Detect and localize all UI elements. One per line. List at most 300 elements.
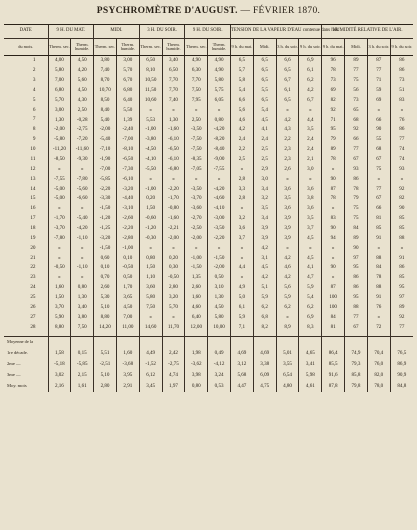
- value-cell: 3,80: [94, 56, 117, 66]
- value-cell: 4,2: [299, 86, 322, 96]
- value-cell: 7,40: [94, 66, 117, 76]
- table-row: [4, 115, 413, 125]
- value-cell: 8,40: [94, 105, 117, 115]
- summary-value: 2,91: [116, 381, 139, 392]
- summary-value: -1,52: [139, 359, 162, 370]
- value-cell: 2,60: [185, 283, 208, 293]
- value-cell: 2,8: [231, 174, 254, 184]
- day-cell: 11: [30, 155, 36, 162]
- group-header: 9 H. DU MAT.: [48, 25, 94, 39]
- value-cell: 7,40: [162, 95, 185, 105]
- value-cell: -1,50: [185, 263, 208, 273]
- value-cell: 5,80: [48, 66, 71, 76]
- value-cell: 90: [322, 224, 345, 234]
- value-cell: -7,80: [48, 233, 71, 243]
- value-cell: 1,60: [48, 283, 71, 293]
- summary-value: 4,49: [139, 348, 162, 359]
- value-cell: 6,9: [299, 56, 322, 66]
- value-cell: 10,00: [208, 322, 231, 332]
- value-cell: »: [71, 253, 94, 263]
- column-subheader: Midi.: [345, 39, 368, 56]
- value-cell: »: [162, 174, 185, 184]
- table-row: [4, 302, 413, 312]
- value-cell: 3,40: [162, 56, 185, 66]
- value-cell: -8,35: [185, 155, 208, 165]
- value-cell: 3,2: [231, 214, 254, 224]
- value-cell: 73: [345, 95, 368, 105]
- table-row: [4, 204, 413, 214]
- value-cell: 6,1: [276, 86, 299, 96]
- value-cell: -5,80: [48, 135, 71, 145]
- value-cell: 4,2: [276, 253, 299, 263]
- value-cell: 3,6: [231, 224, 254, 234]
- value-cell: -2,20: [162, 184, 185, 194]
- value-cell: 4,50: [116, 302, 139, 312]
- column-subheader: Therm. sec.: [94, 39, 117, 56]
- value-cell: 3,4: [253, 184, 276, 194]
- value-cell: 11,00: [116, 322, 139, 332]
- value-cell: -0,30: [139, 233, 162, 243]
- value-cell: 8,10: [139, 66, 162, 76]
- value-cell: -7,00: [116, 135, 139, 145]
- value-cell: 4,9: [231, 283, 254, 293]
- day-cell: 3: [32, 77, 36, 84]
- value-cell: »: [71, 204, 94, 214]
- value-cell: 5,9: [253, 293, 276, 303]
- summary-value: 3,41: [299, 359, 322, 370]
- value-cell: 10,50: [139, 76, 162, 86]
- value-cell: 3,0: [253, 174, 276, 184]
- value-cell: 2,1: [299, 155, 322, 165]
- value-cell: -3,00: [208, 214, 231, 224]
- value-cell: 6,40: [185, 312, 208, 322]
- value-cell: 5,70: [116, 66, 139, 76]
- value-cell: 86: [390, 56, 413, 66]
- summary-value: -5,85: [71, 359, 94, 370]
- value-cell: 6,9: [299, 312, 322, 322]
- day-cell: 25: [30, 293, 36, 300]
- value-cell: -2,40: [116, 125, 139, 135]
- value-cell: 67: [345, 322, 368, 332]
- value-cell: 56: [345, 86, 368, 96]
- table-row: [4, 214, 413, 224]
- value-cell: 51: [390, 86, 413, 96]
- value-cell: 0,80: [71, 283, 94, 293]
- value-cell: 55: [367, 135, 390, 145]
- summary-value: 1,97: [162, 381, 185, 392]
- value-cell: 92: [390, 312, 413, 322]
- value-cell: 2,50: [185, 115, 208, 125]
- column-subheader: du mois.: [4, 39, 48, 56]
- value-cell: 4,5: [253, 263, 276, 273]
- value-cell: -0,50: [162, 273, 185, 283]
- table-row: [4, 86, 413, 96]
- day-cell: 9: [32, 136, 36, 143]
- value-cell: 5,50: [116, 105, 139, 115]
- page-title: [0, 6, 417, 16]
- value-cell: -8,20: [208, 135, 231, 145]
- value-cell: 3,00: [116, 56, 139, 66]
- value-cell: 96: [322, 56, 345, 66]
- value-cell: 73: [322, 76, 345, 86]
- value-cell: 77: [345, 312, 368, 322]
- value-cell: -3,70: [48, 224, 71, 234]
- value-cell: »: [231, 253, 254, 263]
- value-cell: »: [276, 243, 299, 253]
- value-cell: -2,00: [48, 125, 71, 135]
- value-cell: 90: [367, 125, 390, 135]
- value-cell: 6,2: [299, 302, 322, 312]
- value-cell: 1,30: [162, 115, 185, 125]
- summary-label: 3me —: [7, 372, 21, 378]
- value-cell: 6,50: [162, 66, 185, 76]
- table-row: [4, 293, 413, 303]
- value-cell: 5,80: [208, 312, 231, 322]
- value-cell: 4,20: [71, 66, 94, 76]
- value-cell: 0,80: [208, 115, 231, 125]
- value-cell: -6,50: [116, 155, 139, 165]
- value-cell: -2,00: [185, 233, 208, 243]
- value-cell: -6,10: [162, 155, 185, 165]
- value-cell: 6,7: [299, 95, 322, 105]
- value-cell: 3,40: [71, 302, 94, 312]
- value-cell: 3,6: [299, 204, 322, 214]
- day-cell: 16: [30, 205, 36, 212]
- summary-value: 86,9: [390, 359, 413, 370]
- day-cell: 6: [32, 106, 36, 113]
- value-cell: 11,70: [162, 322, 185, 332]
- day-cell: 20: [30, 244, 36, 251]
- day-cell: 24: [30, 284, 36, 291]
- value-cell: 6,5: [231, 56, 254, 66]
- summary-row: [4, 359, 413, 370]
- value-cell: -1,10: [71, 263, 94, 273]
- value-cell: »: [276, 174, 299, 184]
- table-row: [4, 273, 413, 283]
- summary-value: 0,15: [71, 348, 94, 359]
- value-cell: 4,50: [71, 86, 94, 96]
- value-cell: 4,00: [48, 56, 71, 66]
- day-cell: 12: [30, 165, 36, 172]
- value-cell: 8,80: [94, 312, 117, 322]
- group-header: DATE: [4, 25, 48, 39]
- value-cell: 82: [322, 95, 345, 105]
- summary-value: 1,60: [116, 348, 139, 359]
- table-row: [4, 125, 413, 135]
- value-cell: 5,4: [299, 293, 322, 303]
- value-cell: »: [162, 243, 185, 253]
- value-cell: 4,2: [253, 243, 276, 253]
- value-cell: »: [367, 243, 390, 253]
- value-cell: 97: [345, 253, 368, 263]
- table-header: [4, 25, 413, 56]
- summary-value: 5,51: [94, 348, 117, 359]
- value-cell: »: [48, 253, 71, 263]
- value-cell: 6,5: [253, 76, 276, 86]
- value-cell: 0,50: [208, 273, 231, 283]
- value-cell: -5,40: [71, 214, 94, 224]
- table-row: [4, 174, 413, 184]
- table-row: [4, 194, 413, 204]
- value-cell: 89: [322, 145, 345, 155]
- table-row: [4, 233, 413, 243]
- value-cell: 4,1: [253, 125, 276, 135]
- value-cell: 7,1: [231, 322, 254, 332]
- value-cell: 67: [367, 155, 390, 165]
- table-body: [4, 56, 413, 393]
- value-cell: -2,60: [116, 214, 139, 224]
- value-cell: -4,20: [208, 184, 231, 194]
- value-cell: 5,8: [231, 76, 254, 86]
- summary-value: 3,98: [185, 370, 208, 381]
- value-cell: 4,1: [299, 263, 322, 273]
- value-cell: »: [322, 273, 345, 283]
- value-cell: 5,70: [162, 302, 185, 312]
- value-cell: -5,50: [139, 164, 162, 174]
- column-subheader: 3 h. du soir.: [367, 39, 390, 56]
- value-cell: 95: [322, 125, 345, 135]
- value-cell: 7,70: [162, 76, 185, 86]
- value-cell: 87: [367, 56, 390, 66]
- value-cell: -3,30: [94, 194, 117, 204]
- value-cell: -1,50: [208, 253, 231, 263]
- value-cell: 95: [345, 263, 368, 273]
- value-cell: 6,30: [185, 66, 208, 76]
- table-row: [4, 135, 413, 145]
- column-subheader: Therm. humide.: [71, 39, 94, 56]
- value-cell: 2,4: [299, 135, 322, 145]
- value-cell: 2,8: [231, 194, 254, 204]
- table-row: [4, 253, 413, 263]
- value-cell: 2,50: [71, 105, 94, 115]
- value-cell: -1,00: [139, 184, 162, 194]
- column-subheader: Therm. humide.: [162, 39, 185, 56]
- value-cell: »: [48, 243, 71, 253]
- summary-value: 3,02: [48, 370, 71, 381]
- value-cell: 8,3: [299, 322, 322, 332]
- value-cell: 93: [390, 164, 413, 174]
- value-cell: 4,2: [231, 125, 254, 135]
- value-cell: 84: [345, 224, 368, 234]
- value-cell: 0,20: [162, 253, 185, 263]
- value-cell: 81: [367, 214, 390, 224]
- value-cell: 90: [390, 204, 413, 214]
- value-cell: 0,70: [94, 273, 117, 283]
- value-cell: -0,50: [116, 263, 139, 273]
- value-cell: 68: [367, 145, 390, 155]
- summary-value: 85,5: [322, 359, 345, 370]
- summary-value: 4,61: [299, 381, 322, 392]
- value-cell: -2,75: [71, 125, 94, 135]
- value-cell: 3,0: [299, 164, 322, 174]
- value-cell: 2,5: [253, 155, 276, 165]
- value-cell: 0,10: [116, 253, 139, 263]
- table-row: [4, 105, 413, 115]
- summary-value: 4,69: [253, 348, 276, 359]
- value-cell: »: [162, 105, 185, 115]
- value-cell: 8,80: [48, 322, 71, 332]
- column-subheader: 9 h. du soir.: [390, 39, 413, 56]
- value-cell: »: [390, 243, 413, 253]
- value-cell: 5,6: [231, 105, 254, 115]
- value-cell: 3,5: [276, 194, 299, 204]
- value-cell: 7,70: [185, 76, 208, 86]
- value-cell: »: [71, 273, 94, 283]
- value-cell: 71: [322, 115, 345, 125]
- value-cell: 6,6: [231, 95, 254, 105]
- day-cell: 2: [32, 67, 36, 74]
- value-cell: »: [139, 105, 162, 115]
- value-cell: 75: [367, 164, 390, 174]
- summary-heading: Moyenne de la: [4, 337, 48, 349]
- summary-row: [4, 370, 413, 381]
- value-cell: 0,80: [139, 253, 162, 263]
- value-cell: »: [231, 164, 254, 174]
- value-cell: -7,30: [116, 164, 139, 174]
- value-cell: 3,80: [71, 312, 94, 322]
- table-row: [4, 155, 413, 165]
- value-cell: 75: [345, 76, 368, 86]
- value-cell: 59: [367, 86, 390, 96]
- value-cell: -3,70: [185, 194, 208, 204]
- day-cell: 22: [30, 264, 36, 271]
- value-cell: »: [48, 164, 71, 174]
- value-cell: 84: [367, 263, 390, 273]
- summary-value: 4,80: [276, 381, 299, 392]
- summary-value: 82,0: [367, 370, 390, 381]
- value-cell: 6,70: [116, 76, 139, 86]
- value-cell: »: [48, 273, 71, 283]
- summary-value: 6,09: [253, 370, 276, 381]
- value-cell: 3,00: [48, 105, 71, 115]
- value-cell: 10,70: [94, 86, 117, 96]
- value-cell: -1,00: [185, 253, 208, 263]
- value-cell: -2,00: [162, 233, 185, 243]
- value-cell: 3,3: [231, 184, 254, 194]
- value-cell: 91: [367, 293, 390, 303]
- value-cell: 4,90: [208, 66, 231, 76]
- value-cell: -1,25: [94, 224, 117, 234]
- value-cell: 3,5: [299, 214, 322, 224]
- value-cell: 69: [322, 86, 345, 96]
- summary-value: -2,51: [94, 359, 117, 370]
- value-cell: 5,80: [208, 76, 231, 86]
- value-cell: 6,40: [116, 95, 139, 105]
- summary-value: -5,18: [48, 359, 71, 370]
- value-cell: 95: [390, 283, 413, 293]
- value-cell: 3,70: [48, 302, 71, 312]
- value-cell: »: [367, 105, 390, 115]
- group-header: 3 H. DU SOIR.: [139, 25, 185, 39]
- value-cell: -1,50: [94, 204, 117, 214]
- column-subheader: Therm. sec.: [185, 39, 208, 56]
- summary-value: 84,8: [390, 381, 413, 392]
- value-cell: -5,60: [71, 184, 94, 194]
- value-cell: -6,50: [162, 145, 185, 155]
- value-cell: 5,9: [276, 293, 299, 303]
- value-cell: 2,3: [276, 155, 299, 165]
- summary-value: -4,12: [208, 359, 231, 370]
- value-cell: 66: [345, 135, 368, 145]
- value-cell: 66: [367, 115, 390, 125]
- summary-value: 0,49: [208, 348, 231, 359]
- value-cell: 1,50: [48, 293, 71, 303]
- value-cell: 74: [390, 145, 413, 155]
- value-cell: 77: [367, 66, 390, 76]
- summary-value: 3,12: [231, 359, 254, 370]
- value-cell: 77: [390, 322, 413, 332]
- value-cell: -7,55: [48, 174, 71, 184]
- value-cell: -7,00: [94, 164, 117, 174]
- value-cell: 78: [322, 155, 345, 165]
- summary-value: -2,75: [162, 359, 185, 370]
- value-cell: »: [208, 105, 231, 115]
- value-cell: 4,4: [231, 263, 254, 273]
- value-cell: 5,40: [94, 115, 117, 125]
- value-cell: »: [390, 174, 413, 184]
- value-cell: 6,05: [208, 95, 231, 105]
- value-cell: 2,3: [276, 145, 299, 155]
- value-cell: -0,60: [139, 214, 162, 224]
- summary-value: 79,8: [345, 381, 368, 392]
- group-header: TENSION DE LA VAPEUR D'EAU contenue dans l'air.: [231, 25, 322, 39]
- value-cell: 3,65: [116, 293, 139, 303]
- value-cell: 71: [367, 76, 390, 86]
- summary-value: 90,9: [390, 370, 413, 381]
- summary-value: 4,75: [253, 381, 276, 392]
- summary-row: [4, 348, 413, 359]
- value-cell: 4,5: [299, 253, 322, 263]
- table-row: [4, 243, 413, 253]
- value-cell: 69: [367, 95, 390, 105]
- column-subheader: Midi.: [253, 39, 276, 56]
- value-cell: 92: [390, 184, 413, 194]
- value-cell: 4,4: [299, 115, 322, 125]
- value-cell: -5,85: [94, 174, 117, 184]
- value-cell: 5,4: [231, 86, 254, 96]
- value-cell: 94: [322, 233, 345, 243]
- value-cell: 7,50: [185, 86, 208, 96]
- value-cell: 2,6: [276, 164, 299, 174]
- value-cell: 83: [390, 95, 413, 105]
- day-cell: 19: [30, 234, 36, 241]
- value-cell: -0,28: [71, 115, 94, 125]
- value-cell: 2,2: [276, 135, 299, 145]
- summary-value: 74,9: [345, 348, 368, 359]
- value-cell: 1,50: [139, 263, 162, 273]
- value-cell: 6,1: [231, 302, 254, 312]
- value-cell: 11,50: [139, 86, 162, 96]
- summary-value: 4,74: [162, 370, 185, 381]
- value-cell: 3,7: [299, 224, 322, 234]
- value-cell: 5,9: [299, 283, 322, 293]
- value-cell: 81: [322, 322, 345, 332]
- summary-value: -3,68: [116, 359, 139, 370]
- summary-value: 79,3: [345, 359, 368, 370]
- value-cell: 7,00: [116, 312, 139, 322]
- value-cell: 90: [322, 263, 345, 273]
- day-cell: 15: [30, 195, 36, 202]
- summary-value: 70,4: [367, 348, 390, 359]
- value-cell: -6,10: [162, 135, 185, 145]
- value-cell: 4,2: [253, 273, 276, 283]
- value-cell: 73: [390, 76, 413, 86]
- value-cell: 76: [390, 115, 413, 125]
- table-row: [4, 66, 413, 76]
- value-cell: 1,35: [185, 273, 208, 283]
- value-cell: 4,90: [185, 56, 208, 66]
- day-cell: 14: [30, 185, 36, 192]
